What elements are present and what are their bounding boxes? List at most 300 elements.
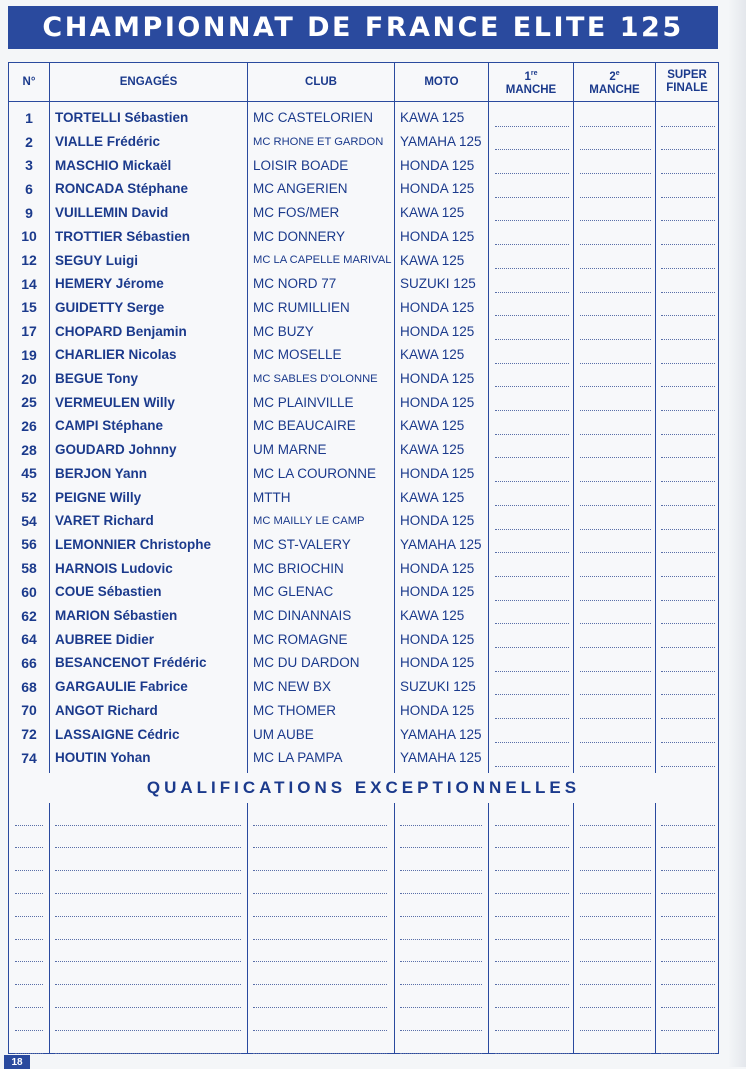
table-row [9, 627, 718, 651]
header-race-1-num: 1re [524, 70, 538, 83]
rider-name: BEGUE Tony [55, 371, 139, 387]
result-entry-line [495, 292, 569, 293]
rider-number: 15 [21, 299, 37, 316]
table-row [9, 296, 718, 320]
rider-club: MC BUZY [253, 323, 314, 339]
page-binding-edge [728, 0, 746, 1067]
rider-club: MC RHONE ET GARDON [253, 135, 384, 148]
result-entry-line [580, 244, 651, 245]
entry-line [580, 961, 651, 962]
entry-line [580, 916, 651, 917]
entry-line [495, 893, 569, 894]
blank-row [9, 965, 718, 989]
result-entry-line [580, 576, 651, 577]
rider-number: 1 [25, 109, 33, 126]
result-entry-line [495, 694, 569, 695]
rider-moto: HONDA 125 [400, 655, 475, 671]
result-entry-line [580, 386, 651, 387]
table-row [9, 272, 718, 296]
result-entry-line [580, 149, 651, 150]
result-entry-line [495, 126, 569, 127]
rider-club: MC FOS/MER [253, 205, 340, 221]
result-entry-line [495, 149, 569, 150]
result-entry-line [495, 386, 569, 387]
rider-club: MC BEAUCAIRE [253, 418, 356, 434]
blank-row [9, 896, 718, 920]
entry-line [580, 1030, 651, 1031]
rider-club: LOISIR BOADE [253, 157, 349, 173]
result-entry-line [580, 718, 651, 719]
rider-name: CHOPARD Benjamin [55, 323, 187, 339]
entry-line [55, 939, 241, 940]
rider-number: 68 [21, 678, 37, 695]
result-entry-line [661, 339, 715, 340]
table-row [9, 533, 718, 557]
table-row [9, 414, 718, 438]
result-entry-line [661, 481, 715, 482]
rider-moto: SUZUKI 125 [400, 276, 476, 292]
entry-line [253, 825, 387, 826]
blank-row [9, 873, 718, 897]
table-row [9, 201, 718, 225]
entry-line [15, 1030, 43, 1031]
rider-moto: SUZUKI 125 [400, 679, 476, 695]
header-race-2-label: MANCHE [589, 83, 640, 96]
header-race-2 [574, 63, 655, 101]
entry-line [15, 1007, 43, 1008]
result-entry-line [495, 457, 569, 458]
result-entry-line [580, 173, 651, 174]
rider-name: MARION Sébastien [55, 608, 178, 624]
rider-moto: KAWA 125 [400, 252, 465, 268]
entry-line [661, 1053, 715, 1054]
result-entry-line [495, 529, 569, 530]
rider-name: SEGUY Luigi [55, 252, 139, 268]
entry-line [15, 916, 43, 917]
rider-moto: YAMAHA 125 [400, 134, 482, 150]
rider-name: ANGOT Richard [55, 702, 158, 718]
header-race-2-num: 2e [609, 70, 620, 83]
qualifications-title: QUALIFICATIONS EXCEPTIONNELLES [9, 773, 718, 803]
rider-name: LASSAIGNE Cédric [55, 726, 180, 742]
rider-number: 58 [21, 560, 37, 577]
result-entry-line [580, 600, 651, 601]
table-row [9, 153, 718, 177]
result-entry-line [495, 220, 569, 221]
rider-moto: HONDA 125 [400, 631, 475, 647]
result-entry-line [580, 766, 651, 767]
result-entry-line [580, 434, 651, 435]
entry-line [580, 870, 651, 871]
result-entry-line [580, 220, 651, 221]
result-entry-line [580, 292, 651, 293]
result-entry-line [661, 220, 715, 221]
entry-line [495, 825, 569, 826]
rider-moto: HONDA 125 [400, 323, 475, 339]
rider-moto: KAWA 125 [400, 608, 465, 624]
result-entry-line [661, 694, 715, 695]
entry-line [495, 1053, 569, 1054]
rider-moto: KAWA 125 [400, 110, 465, 126]
rider-club: UM AUBE [253, 726, 314, 742]
rider-club: MC THOMER [253, 702, 336, 718]
entry-line [55, 916, 241, 917]
entry-line [661, 870, 715, 871]
result-entry-line [661, 244, 715, 245]
rider-name: BERJON Yann [55, 465, 148, 481]
rider-name: GUIDETTY Serge [55, 299, 165, 315]
rider-name: VIALLE Frédéric [55, 134, 161, 150]
entry-line [661, 939, 715, 940]
rider-name: VERMEULEN Willy [55, 394, 175, 410]
entry-line [495, 1030, 569, 1031]
entry-line [400, 847, 482, 848]
rider-club: MC ST-VALERY [253, 536, 351, 552]
result-entry-line [495, 623, 569, 624]
entry-line [55, 961, 241, 962]
entry-line [580, 1007, 651, 1008]
table-row [9, 651, 718, 675]
entry-line [15, 961, 43, 962]
result-entry-line [580, 410, 651, 411]
blank-row [9, 851, 718, 875]
entry-line [55, 984, 241, 985]
rider-club: MC LA COURONNE [253, 465, 377, 481]
entry-line [55, 1053, 241, 1054]
rider-moto: YAMAHA 125 [400, 726, 482, 742]
result-entry-line [580, 671, 651, 672]
entry-line [400, 870, 482, 871]
rider-club: MC GLENAC [253, 584, 334, 600]
result-entry-line [495, 410, 569, 411]
rider-club: MC DONNERY [253, 228, 346, 244]
rider-name: HEMERY Jérome [55, 276, 164, 292]
entry-line [253, 1030, 387, 1031]
entry-line [580, 1053, 651, 1054]
entry-line [400, 984, 482, 985]
rider-moto: HONDA 125 [400, 228, 475, 244]
rider-name: VARET Richard [55, 513, 154, 529]
entry-line [661, 984, 715, 985]
entry-line [661, 1030, 715, 1031]
rider-moto: KAWA 125 [400, 418, 465, 434]
rider-club: UM MARNE [253, 442, 327, 458]
result-entry-line [495, 268, 569, 269]
header-race-1 [489, 63, 573, 101]
rider-club: MC SABLES D'OLONNE [253, 372, 378, 385]
result-entry-line [495, 197, 569, 198]
entry-line [55, 825, 241, 826]
entry-line [253, 916, 387, 917]
rider-number: 56 [21, 536, 37, 553]
result-entry-line [661, 600, 715, 601]
entry-line [495, 847, 569, 848]
header-club: CLUB [305, 75, 337, 88]
blank-row [9, 942, 718, 966]
rider-number: 9 [25, 204, 33, 221]
rider-name: MASCHIO Mickaël [55, 157, 172, 173]
rider-number: 70 [21, 702, 37, 719]
table-row [9, 722, 718, 746]
result-entry-line [580, 694, 651, 695]
entry-line [55, 870, 241, 871]
table-row [9, 367, 718, 391]
rider-number: 14 [21, 275, 37, 292]
rider-name: HOUTIN Yohan [55, 750, 151, 766]
result-entry-line [495, 576, 569, 577]
blank-row [9, 1033, 718, 1057]
rider-moto: YAMAHA 125 [400, 536, 482, 552]
rider-club: MC LA CAPELLE MARIVAL [253, 254, 392, 267]
rider-number: 19 [21, 346, 37, 363]
rider-club: MC BRIOCHIN [253, 560, 344, 576]
rider-moto: KAWA 125 [400, 442, 465, 458]
result-entry-line [495, 505, 569, 506]
table-row [9, 225, 718, 249]
table-row [9, 485, 718, 509]
rider-name: RONCADA Stéphane [55, 181, 189, 197]
rider-number: 17 [21, 323, 37, 340]
rider-number: 12 [21, 252, 37, 269]
rider-club: MC PLAINVILLE [253, 394, 354, 410]
rider-moto: HONDA 125 [400, 394, 475, 410]
header-num: N° [22, 75, 36, 88]
page-title: CHAMPIONNAT DE FRANCE ELITE 125 [42, 12, 684, 43]
table-row [9, 509, 718, 533]
rider-moto: HONDA 125 [400, 702, 475, 718]
result-entry-line [661, 386, 715, 387]
result-entry-line [495, 315, 569, 316]
entry-line [495, 939, 569, 940]
rider-club: MC ROMAGNE [253, 631, 348, 647]
rider-club: MC RUMILLIEN [253, 299, 350, 315]
entry-line [661, 847, 715, 848]
entry-line [55, 893, 241, 894]
entry-line [580, 939, 651, 940]
result-entry-line [580, 315, 651, 316]
rider-name: HARNOIS Ludovic [55, 560, 173, 576]
result-entry-line [495, 173, 569, 174]
entry-line [580, 825, 651, 826]
table-row [9, 343, 718, 367]
result-entry-line [495, 718, 569, 719]
rider-club: MC LA PAMPA [253, 750, 343, 766]
rider-number: 62 [21, 607, 37, 624]
entry-line [15, 893, 43, 894]
entry-line [253, 870, 387, 871]
entry-line [400, 961, 482, 962]
entry-line [580, 847, 651, 848]
rider-name: AUBREE Didier [55, 631, 155, 647]
entry-line [661, 825, 715, 826]
result-entry-line [580, 647, 651, 648]
rider-name: CAMPI Stéphane [55, 418, 164, 434]
entry-line [495, 961, 569, 962]
rider-moto: HONDA 125 [400, 157, 475, 173]
result-entry-line [580, 623, 651, 624]
rider-moto: HONDA 125 [400, 560, 475, 576]
entry-line [55, 1030, 241, 1031]
result-entry-line [661, 149, 715, 150]
result-entry-line [580, 363, 651, 364]
entry-line [15, 825, 43, 826]
rider-moto: HONDA 125 [400, 465, 475, 481]
rider-club: MC DU DARDON [253, 655, 360, 671]
result-entry-line [661, 766, 715, 767]
page-number: 18 [4, 1055, 30, 1069]
entry-line [15, 847, 43, 848]
result-entry-line [580, 505, 651, 506]
entry-line [400, 1030, 482, 1031]
result-entry-line [661, 647, 715, 648]
rider-number: 52 [21, 489, 37, 506]
rider-club: MC NORD 77 [253, 276, 337, 292]
header-riders: ENGAGÉS [119, 75, 178, 88]
rider-club: MC ANGERIEN [253, 181, 348, 197]
rider-name: PEIGNE Willy [55, 489, 142, 505]
blank-row [9, 919, 718, 943]
entry-line [253, 847, 387, 848]
entry-line [15, 870, 43, 871]
rider-name: VUILLEMIN David [55, 205, 169, 221]
rider-number: 10 [21, 228, 37, 245]
entry-line [55, 847, 241, 848]
entry-line [253, 1053, 387, 1054]
rider-number: 25 [21, 394, 37, 411]
result-entry-line [495, 339, 569, 340]
entry-line [400, 825, 482, 826]
table-row [9, 177, 718, 201]
result-entry-line [495, 244, 569, 245]
entry-line [15, 984, 43, 985]
result-entry-line [661, 315, 715, 316]
entry-line [15, 939, 43, 940]
rider-name: TORTELLI Sébastien [55, 110, 189, 126]
result-entry-line [495, 600, 569, 601]
entry-line [400, 916, 482, 917]
result-entry-line [495, 363, 569, 364]
entry-line [400, 1007, 482, 1008]
entry-line [253, 893, 387, 894]
result-entry-line [580, 457, 651, 458]
rider-moto: HONDA 125 [400, 181, 475, 197]
result-entry-line [495, 647, 569, 648]
table-row [9, 390, 718, 414]
result-entry-line [661, 529, 715, 530]
result-entry-line [495, 671, 569, 672]
rider-club: MC NEW BX [253, 679, 332, 695]
rider-number: 60 [21, 583, 37, 600]
result-entry-line [580, 481, 651, 482]
blank-row [9, 1010, 718, 1034]
rider-moto: HONDA 125 [400, 371, 475, 387]
rider-number: 28 [21, 441, 37, 458]
table-row [9, 130, 718, 154]
entry-line [580, 893, 651, 894]
rider-name: LEMONNIER Christophe [55, 536, 212, 552]
result-entry-line [661, 623, 715, 624]
table-row [9, 438, 718, 462]
rider-number: 72 [21, 726, 37, 743]
rider-number: 20 [21, 370, 37, 387]
table-row [9, 604, 718, 628]
rider-number: 2 [25, 133, 33, 150]
table-row [9, 580, 718, 604]
table-row [9, 462, 718, 486]
header-divider [9, 101, 718, 102]
result-entry-line [495, 742, 569, 743]
result-entry-line [661, 292, 715, 293]
entry-line [661, 916, 715, 917]
result-entry-line [661, 671, 715, 672]
result-entry-line [661, 742, 715, 743]
rider-number: 3 [25, 157, 33, 174]
rider-number: 45 [21, 465, 37, 482]
result-entry-line [661, 718, 715, 719]
result-entry-line [495, 481, 569, 482]
entry-line [495, 1007, 569, 1008]
result-entry-line [661, 434, 715, 435]
rider-moto: KAWA 125 [400, 489, 465, 505]
entry-line [495, 870, 569, 871]
result-entry-line [661, 363, 715, 364]
blank-row [9, 805, 718, 829]
entry-line [400, 893, 482, 894]
rider-name: BESANCENOT Frédéric [55, 655, 207, 671]
entry-line [580, 984, 651, 985]
result-entry-line [580, 197, 651, 198]
entry-line [15, 1053, 43, 1054]
rider-moto: HONDA 125 [400, 584, 475, 600]
entry-line [661, 961, 715, 962]
header-moto: MOTO [424, 75, 459, 88]
rider-name: TROTTIER Sébastien [55, 228, 191, 244]
entry-line [400, 939, 482, 940]
entry-line [661, 893, 715, 894]
header-race-1-label: MANCHE [505, 83, 557, 96]
rider-club: MC DINANNAIS [253, 608, 352, 624]
table-row [9, 106, 718, 130]
rider-club: MC MOSELLE [253, 347, 342, 363]
blank-row [9, 987, 718, 1011]
blank-row [9, 828, 718, 852]
entry-line [253, 961, 387, 962]
rider-moto: HONDA 125 [400, 299, 475, 315]
result-entry-line [495, 766, 569, 767]
rider-number: 66 [21, 654, 37, 671]
rider-moto: KAWA 125 [400, 347, 465, 363]
rider-moto: HONDA 125 [400, 513, 475, 529]
header-super-finale: SUPER FINALE [666, 69, 708, 94]
result-entry-line [661, 505, 715, 506]
rider-number: 6 [25, 180, 33, 197]
table-row [9, 699, 718, 723]
result-entry-line [661, 576, 715, 577]
result-entry-line [661, 268, 715, 269]
entry-line [55, 1007, 241, 1008]
rider-number: 64 [21, 631, 37, 648]
table-row [9, 319, 718, 343]
result-entry-line [495, 434, 569, 435]
rider-club: MC CASTELORIEN [253, 110, 374, 126]
entry-line [495, 984, 569, 985]
rider-name: GOUDARD Johnny [55, 442, 177, 458]
table-row [9, 675, 718, 699]
rider-number: 54 [21, 512, 37, 529]
result-entry-line [661, 410, 715, 411]
rider-club: MTTH [253, 489, 291, 505]
rider-moto: YAMAHA 125 [400, 750, 482, 766]
